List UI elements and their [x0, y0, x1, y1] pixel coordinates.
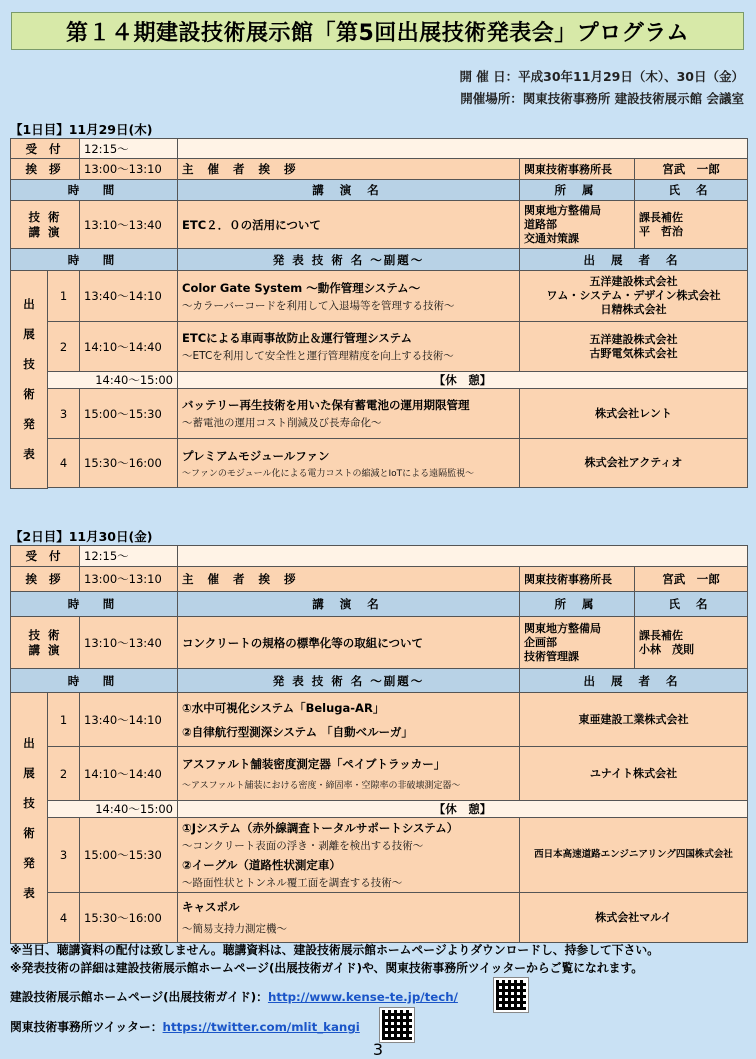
item-orgs: 株式会社マルイ	[520, 893, 748, 943]
item-no: 1	[48, 693, 80, 747]
header-affiliation: 所 属	[520, 180, 635, 201]
lecture-affiliation: 関東地方整備局 企画部 技術管理課	[520, 617, 635, 669]
item-title: バッテリー再生技術を用いた保有蓄電池の運用期限管理 ～蓄電池の運用コスト削減及び長寿命化～	[178, 389, 520, 439]
day2-label: 【2日目】11月30日(金)	[10, 529, 153, 544]
rest-label: 【休 憩】	[178, 801, 748, 818]
greeting-name: 宮武 一郎	[635, 567, 748, 592]
day2-table	[10, 545, 748, 944]
item-time: 13:40～14:10	[80, 271, 178, 322]
greeting-title: 主 催 者 挨 拶	[178, 567, 520, 592]
greeting-name: 宮武 一郎	[635, 159, 748, 180]
item-title: プレミアムモジュールファン ～ファンのモジュール化による電力コストの縮減とIoTによる遠隔監視～	[178, 439, 520, 488]
header-time: 時 間	[11, 249, 178, 271]
twitter-qr-code	[380, 1008, 414, 1042]
item-orgs: 西日本高速道路エンジニアリング四国株式会社	[520, 818, 748, 893]
day1-label: 【1日目】11月29日(木)	[10, 122, 153, 137]
item-time: 15:00～15:30	[80, 818, 178, 893]
item-no: 1	[48, 271, 80, 322]
header-exhibitor: 出 展 者 名	[520, 669, 748, 693]
reception-time: 12:15～	[80, 546, 178, 567]
rest-label: 【休 憩】	[178, 372, 748, 389]
item-title: Color Gate System ～動作管理システム～ ～カラーバーコードを利用して入退場等を管理する技術～	[178, 271, 520, 322]
twitter-link[interactable]: https://twitter.com/mlit_kangi	[162, 1020, 360, 1034]
item-time: 15:30～16:00	[80, 439, 178, 488]
reception-label: 受 付	[11, 139, 80, 159]
greeting-time: 13:00～13:10	[80, 567, 178, 592]
event-place: 開催場所：関東技術事務所 建設技術展示館 会議室	[460, 91, 744, 106]
lecture-name: 課長補佐 小林 茂則	[635, 617, 748, 669]
item-orgs: 五洋建設株式会社 古野電気株式会社	[520, 322, 748, 372]
lecture-name: 課長補佐 平 哲治	[635, 201, 748, 249]
header-lecture: 講 演 名	[178, 180, 520, 201]
header-time: 時 間	[11, 592, 178, 617]
item-time: 14:10～14:40	[80, 322, 178, 372]
header-exhibitor: 出 展 者 名	[520, 249, 748, 271]
twitter-label: 関東技術事務所ツイッター：	[10, 1020, 163, 1034]
greeting-label: 挨 拶	[11, 159, 80, 180]
header-presentation: 発 表 技 術 名 ～副題～	[178, 669, 520, 693]
item-time: 15:30～16:00	[80, 893, 178, 943]
item-no: 3	[48, 818, 80, 893]
greeting-label: 挨 拶	[11, 567, 80, 592]
lecture-title: ETC２．０の活用について	[178, 201, 520, 249]
item-orgs: 五洋建設株式会社 ワム・システム・デザイン株式会社 日精株式会社	[520, 271, 748, 322]
item-time: 13:40～14:10	[80, 693, 178, 747]
lecture-label: 技 術 講 演	[11, 201, 80, 249]
item-title: ①水中可視化システム「Beluga-AR」 ②自律航行型測深システム 「自動ベルーガ」	[178, 693, 520, 747]
item-orgs: ユナイト株式会社	[520, 747, 748, 801]
note-2: ※発表技術の詳細は建設技術展示館ホームページ(出展技術ガイド)や、関東技術事務所ツイッターからご覧になれます。	[10, 961, 644, 975]
greeting-org: 関東技術事務所長	[520, 567, 635, 592]
note-1: ※当日、聴講資料の配付は致しません。聴講資料は、建設技術展示館ホームページよりダウンロードし、持参して下さい。	[10, 943, 659, 957]
lecture-time: 13:10～13:40	[80, 617, 178, 669]
item-no: 3	[48, 389, 80, 439]
item-no: 2	[48, 322, 80, 372]
item-no: 2	[48, 747, 80, 801]
presentation-vertical-label: 出 展 技 術 発 表	[11, 271, 48, 489]
item-title: ①Jシステム（赤外線調査トータルサポートシステム） ～コンクリート表面の浮き・剥離を検出する技術～ ②イーグル（道路性状測定車） ～路面性状とトンネル覆工面を調査する技術～	[178, 818, 520, 893]
header-presentation: 発 表 技 術 名 ～副題～	[178, 249, 520, 271]
hp-link-line	[10, 988, 458, 1005]
greeting-time: 13:00～13:10	[80, 159, 178, 180]
item-orgs: 株式会社アクティオ	[520, 439, 748, 488]
hp-label: 建設技術展示館ホームページ(出展技術ガイド)：	[10, 990, 268, 1004]
lecture-title: コンクリートの規格の標準化等の取組について	[178, 617, 520, 669]
item-title: キャスポル ～簡易支持力測定機～	[178, 893, 520, 943]
header-name: 氏 名	[635, 592, 748, 617]
header-affiliation: 所 属	[520, 592, 635, 617]
lecture-time: 13:10～13:40	[80, 201, 178, 249]
page-number: 3	[372, 1040, 384, 1059]
header-name: 氏 名	[635, 180, 748, 201]
header-time: 時 間	[11, 180, 178, 201]
reception-time: 12:15～	[80, 139, 178, 159]
item-time: 15:00～15:30	[80, 389, 178, 439]
greeting-title: 主 催 者 挨 拶	[178, 159, 520, 180]
hp-qr-code	[494, 978, 528, 1012]
header-time: 時 間	[11, 669, 178, 693]
header-lecture: 講 演 名	[178, 592, 520, 617]
item-no: 4	[48, 893, 80, 943]
presentation-vertical-label: 出 展 技 術 発 表	[11, 693, 48, 944]
day1-table	[10, 138, 748, 489]
item-title: ETCによる車両事故防止＆運行管理システム ～ETCを利用して安全性と運行管理精度を向上する技術～	[178, 322, 520, 372]
item-title: アスファルト舗装密度測定器「ペイブトラッカー」 ～アスファルト舗装における密度・締固率・空隙率の非破壊測定器～	[178, 747, 520, 801]
item-orgs: 株式会社レント	[520, 389, 748, 439]
item-no: 4	[48, 439, 80, 488]
page-title: 第１４期建設技術展示館「第5回出展技術発表会」プログラム	[11, 12, 744, 50]
item-orgs: 東亜建設工業株式会社	[520, 693, 748, 747]
event-date: 開 催 日：平成30年11月29日（木）、30日（金）	[459, 69, 744, 84]
lecture-label: 技 術 講 演	[11, 617, 80, 669]
rest-time: 14:40～15:00	[48, 372, 178, 389]
hp-link[interactable]: http://www.kense-te.jp/tech/	[267, 990, 458, 1004]
notes	[10, 941, 659, 977]
rest-time: 14:40～15:00	[48, 801, 178, 818]
lecture-affiliation: 関東地方整備局 道路部 交通対策課	[520, 201, 635, 249]
item-time: 14:10～14:40	[80, 747, 178, 801]
greeting-org: 関東技術事務所長	[520, 159, 635, 180]
reception-label: 受 付	[11, 546, 80, 567]
twitter-link-line	[10, 1018, 360, 1035]
